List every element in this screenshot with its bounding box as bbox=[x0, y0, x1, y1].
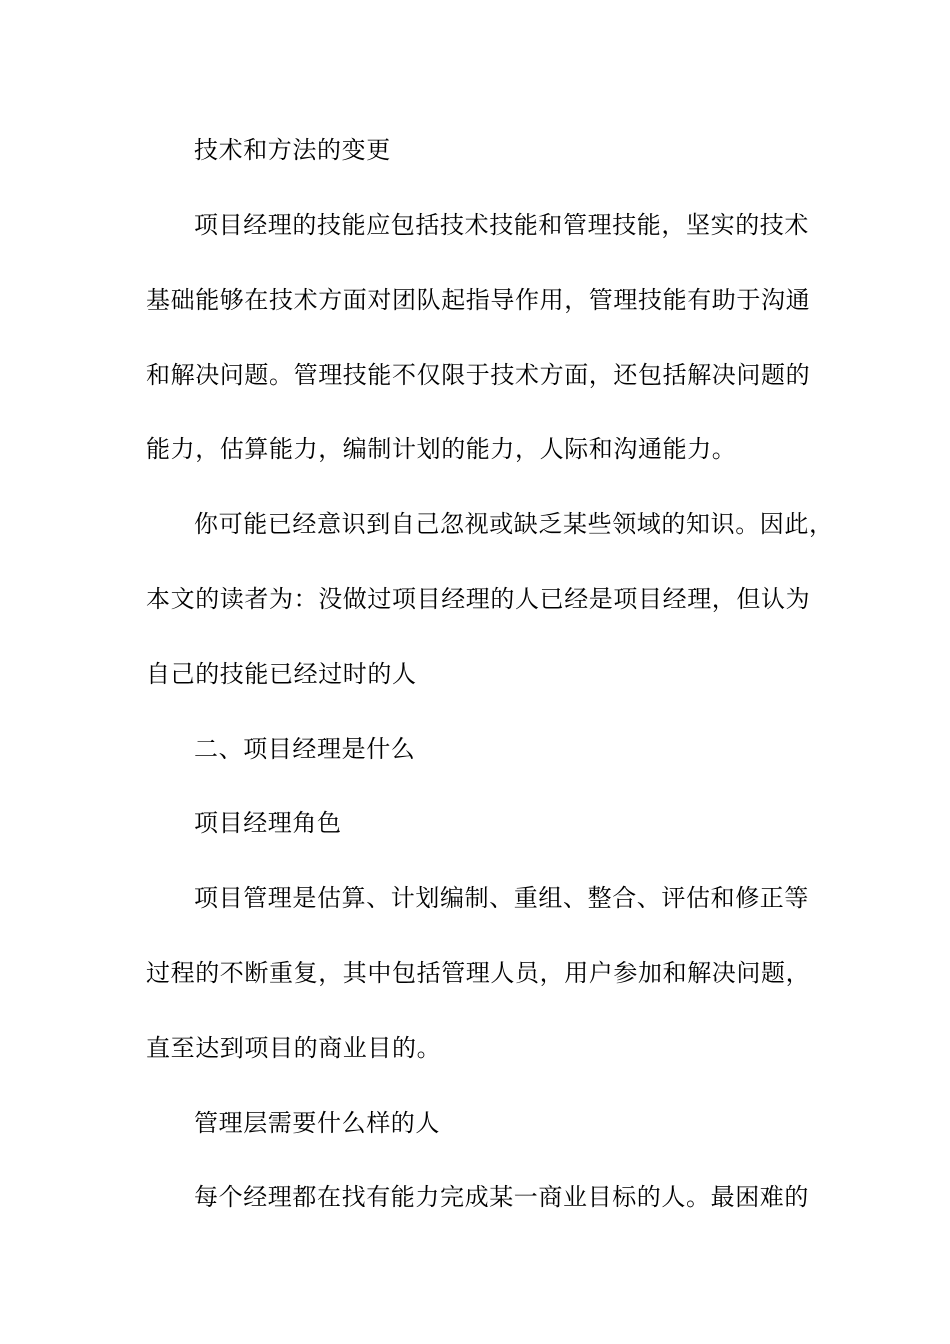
paragraph-line: 和解决问题。管理技能不仅限于技术方面，还包括解决问题的 bbox=[146, 361, 811, 389]
paragraph-line: 能力，估算能力，编制计划的能力，人际和沟通能力。 bbox=[146, 435, 737, 463]
paragraph-line: 直至达到项目的商业目的。 bbox=[146, 1034, 442, 1062]
paragraph-line: 项目经理的技能应包括技术技能和管理技能，坚实的技术 bbox=[194, 211, 809, 239]
section-heading-what-is-pm: 二、项目经理是什么 bbox=[194, 735, 416, 763]
heading-technique-change: 技术和方法的变更 bbox=[194, 136, 391, 164]
paragraph-line: 本文的读者为：没做过项目经理的人已经是项目经理，但认为 bbox=[146, 585, 811, 613]
paragraph-line: 过程的不断重复，其中包括管理人员，用户参加和解决问题， bbox=[146, 959, 811, 987]
paragraph-line: 项目管理是估算、计划编制、重组、整合、评估和修正等 bbox=[194, 884, 809, 912]
subheading-pm-role: 项目经理角色 bbox=[194, 809, 342, 837]
paragraph-line: 每个经理都在找有能力完成某一商业目标的人。最困难的 bbox=[194, 1183, 809, 1211]
paragraph-line: 你可能已经意识到自己忽视或缺乏某些领域的知识。因此， bbox=[194, 510, 834, 538]
paragraph-line: 自己的技能已经过时的人 bbox=[146, 660, 417, 688]
subheading-management-needs: 管理层需要什么样的人 bbox=[194, 1109, 440, 1137]
paragraph-line: 基础能够在技术方面对团队起指导作用，管理技能有助于沟通 bbox=[146, 286, 811, 314]
